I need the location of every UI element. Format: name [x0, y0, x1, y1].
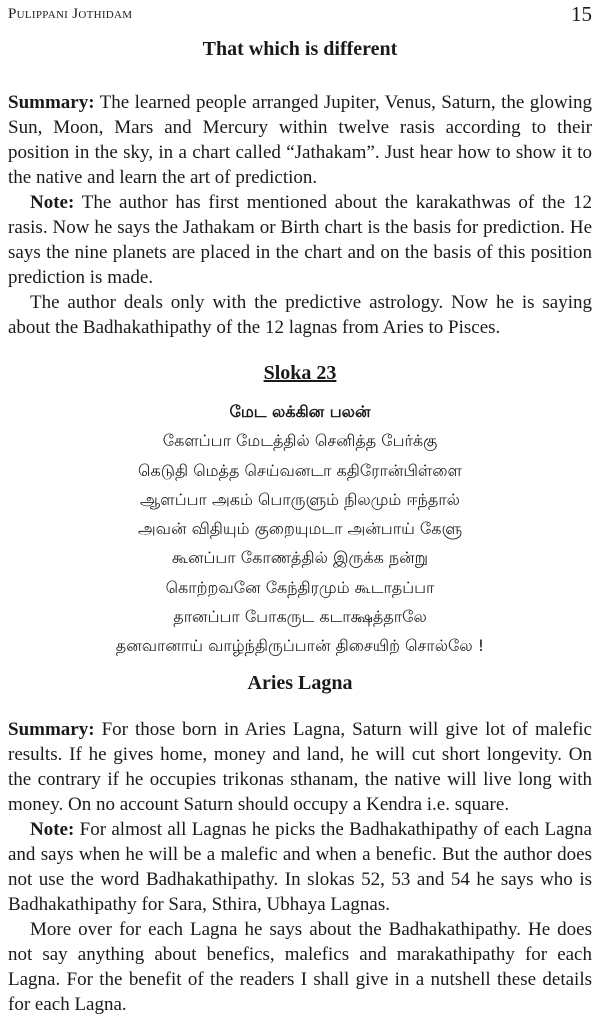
- note-text: For almost all Lagnas he picks the Badhakathipathy of each Lagna and says when he will be a malefic and when a benefic. But the author does not use the word Badhakathipathy. In slokas 52, 53 and 54 he says who is Badhakathipathy for Sara, Sthira, Ubhaya Lagnas.: [8, 819, 592, 915]
- note-paragraph: [8, 817, 592, 917]
- page-number: 15: [571, 2, 592, 26]
- note-label: Note:: [30, 192, 75, 213]
- summary-paragraph: [8, 90, 592, 190]
- sloka-verse: [0, 397, 600, 661]
- section-heading: Aries Lagna: [247, 672, 353, 694]
- summary-label: Summary:: [8, 719, 95, 740]
- verse-line: தனவானாய் வாழ்ந்திருப்பான் திசையிற் சொல்லே !: [115, 636, 485, 656]
- note-label: Note:: [30, 819, 75, 840]
- verse-line: அவன் விதியும் குறையுமடா அன்பாய் கேளு: [137, 519, 463, 539]
- verse-line: கூனப்பா கோணத்தில் இருக்க நன்று: [171, 548, 429, 568]
- running-title: Pulippani Jothidam: [8, 6, 133, 22]
- summary-text: The learned people arranged Jupiter, Venus, Saturn, the glowing Sun, Moon, Mars and Mercury within twelve rasis according to their position in the sky, in a chart called “Jathakam”. Just hear how to show it to the native and learn the art of prediction.: [8, 92, 592, 188]
- summary-text: For those born in Aries Lagna, Saturn will give lot of malefic results. If he gives home, money and land, he will cut short longevity. On the contrary if he occupies trikonas sthanam, the native will live long with money. On no account Saturn should occupy a Kendra i.e. square.: [8, 719, 592, 815]
- verse-line: தானப்பா போகருட கடாக்ஷத்தாலே: [173, 607, 427, 627]
- body-paragraph: The author deals only with the predictive astrology. Now he is saying about the Badhakathipathy of the 12 lagnas from Aries to Pisces.: [8, 292, 592, 338]
- section-heading: That which is different: [202, 38, 398, 60]
- sloka-heading: Sloka 23: [263, 362, 337, 384]
- summary-label: Summary:: [8, 92, 95, 113]
- section-body: [8, 717, 592, 1017]
- verse-line: கேளப்பா மேடத்தில் செனித்த பேர்க்கு: [162, 431, 438, 451]
- summary-paragraph: [8, 717, 592, 817]
- verse-line: கெடுதி மெத்த செய்வனடா கதிரோன்பிள்ளை: [138, 460, 462, 480]
- verse-title: மேட லக்கின பலன்: [229, 402, 371, 421]
- verse-line: ஆளப்பா அகம் பொருளும் நிலமும் ஈந்தால்: [140, 489, 460, 509]
- verse-line: கொற்றவனே கேந்திரமும் கூடாதப்பா: [165, 577, 435, 597]
- note-text: The author has first mentioned about the karakathwas of the 12 rasis. Now he says the Jathakam or Birth chart is the basis for prediction. He says the nine planets are placed in the chart and on the basis of this position prediction is made.: [8, 192, 592, 288]
- note-paragraph: [8, 190, 592, 290]
- page-header: [8, 2, 592, 26]
- body-paragraph: More over for each Lagna he says about the Badhakathipathy. He does not say anything about benefics, malefics and marakathipathy for each Lagna. For the benefit of the readers I shall give in a nutshell these details for each Lagna.: [8, 919, 592, 1015]
- section-body: [8, 90, 592, 340]
